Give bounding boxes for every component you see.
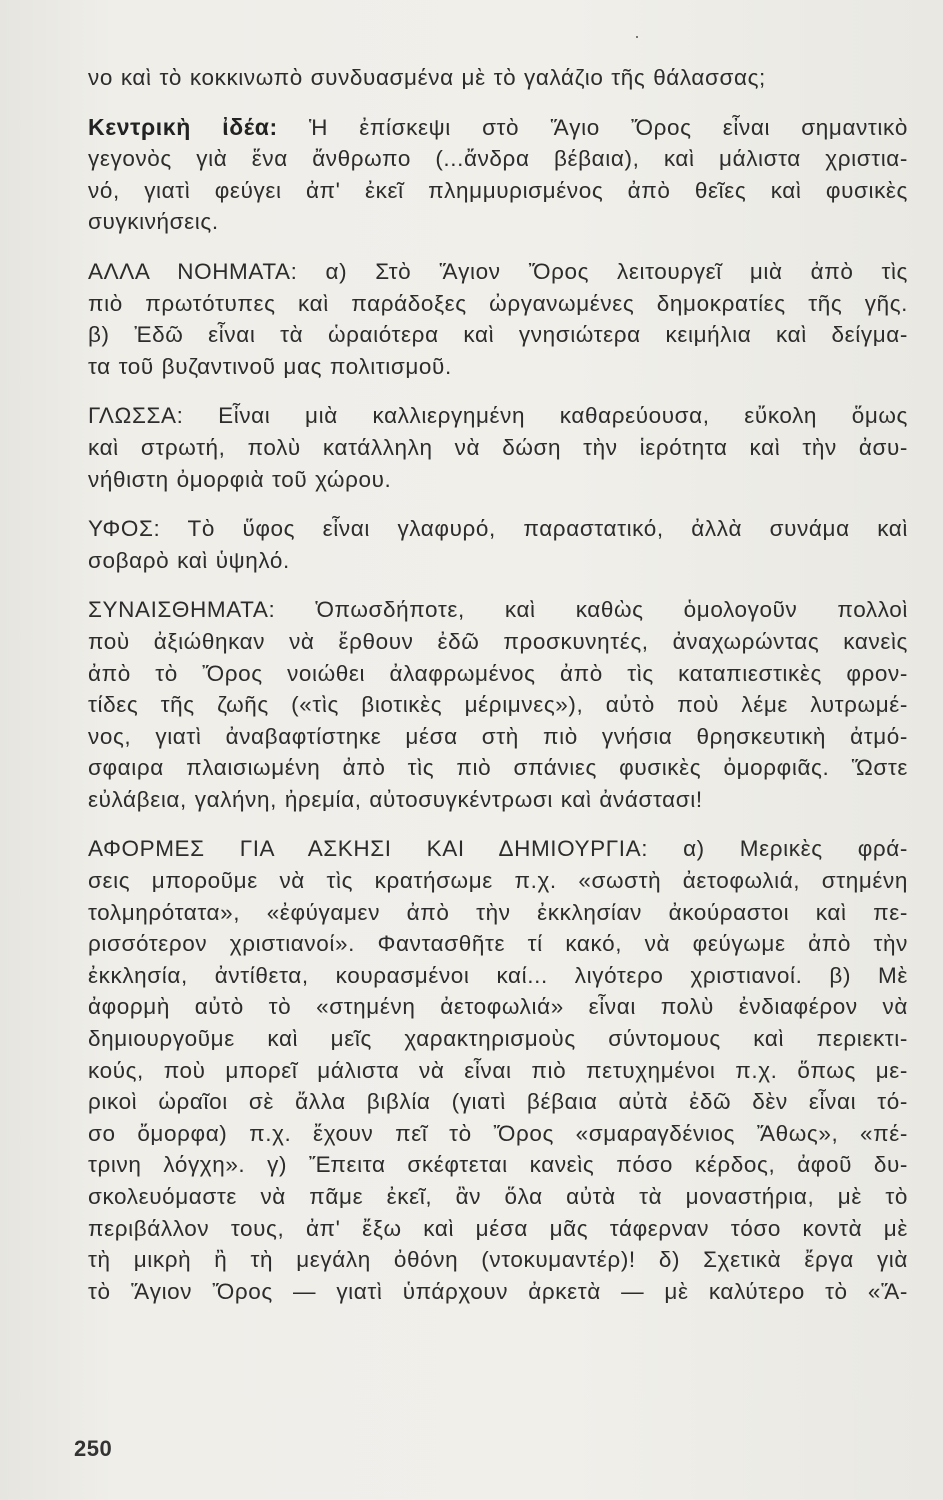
- text-line: σεις μποροῦμε νὰ τὶς κρατήσωμε π.χ. «σωστὴ ἀετοφωλιά, στημένη: [88, 868, 908, 894]
- text-line: πιὸ πρωτότυπες καὶ παράδοξες ὠργανωμένες δημοκρατίες τῆς γῆς.: [88, 290, 908, 316]
- text-line: ἀφορμὴ αὐτὸ τὸ «στημένη ἀετοφωλιά» εἶναι πολὺ ἐνδιαφέρον νὰ: [88, 994, 908, 1020]
- text-line: κούς, ποὺ μπορεῖ μάλιστα νὰ εἶναι πιὸ πετυχημένοι π.χ. ὅπως με-: [88, 1057, 908, 1083]
- text-line: περιβάλλον τους, ἀπ' ἔξω καὶ μέσα μᾶς τάφερναν τόσο κοντὰ μὲ: [88, 1215, 908, 1241]
- text-line: ποὺ ἀξιώθηκαν νὰ ἔρθουν ἐδῶ προσκυνητές, ἀναχωρώντας κανεὶς: [88, 628, 908, 654]
- paragraph: [88, 62, 908, 94]
- body-text: [88, 62, 908, 1307]
- print-speck: [636, 36, 638, 38]
- text-line: τὸ Ἅγιον Ὄρος — γιατὶ ὑπάρχουν ἀρκετὰ — μὲ καλύτερο τὸ «Ἅ-: [88, 1278, 908, 1304]
- text-line: γεγονὸς γιὰ ἕνα ἄνθρωπο (...ἄνδρα βέβαια), καὶ μάλιστα χριστια-: [88, 146, 908, 172]
- text-line: νήθιστη ὀμορφιὰ τοῦ χώρου.: [88, 466, 392, 492]
- text-line: ΥΦΟΣ: Τὸ ὕφος εἶναι γλαφυρό, παραστατικό, ἀλλὰ συνάμα καὶ: [88, 516, 908, 542]
- text-line: ΓΛΩΣΣΑ: Εἶναι μιὰ καλλιεργημένη καθαρεύουσα, εὔκολη ὅμως: [88, 403, 908, 429]
- text-line: νος, γιατὶ ἀναβαφτίστηκε μέσα στὴ πιὸ γνήσια θρησκευτικὴ ἀτμό-: [88, 723, 908, 749]
- paragraph-style: [88, 513, 908, 576]
- text-line: ΑΦΟΡΜΕΣ ΓΙΑ ΑΣΚΗΣΙ ΚΑΙ ΔΗΜΙΟΥΡΓΙΑ: α) Μερικὲς φρά-: [88, 836, 908, 862]
- text-line: νο καὶ τὸ κοκκινωπὸ συνδυασμένα μὲ τὸ γαλάζιο τῆς θάλασσας;: [88, 65, 766, 90]
- text-line: δημιουργοῦμε καὶ μεῖς χαρακτηρισμοὺς σύντομους καὶ περιεκτι-: [88, 1026, 908, 1052]
- text-line: ἐκκλησία, ἀντίθετα, κουρασμένοι καί... λιγότερο χριστιανοί. β) Μὲ: [88, 962, 908, 988]
- text-line: β) Ἐδῶ εἶναι τὰ ὡραιότερα καὶ γνησιώτερα κειμήλια καὶ δείγμα-: [88, 322, 908, 348]
- paragraph-other-ideas: [88, 256, 908, 382]
- text-line: τα τοῦ βυζαντινοῦ μας πολιτισμοῦ.: [88, 353, 452, 379]
- paragraph-feelings: [88, 594, 908, 815]
- text-line: τολμηρότατα», «ἐφύγαμεν ἀπὸ τὴν ἐκκλησίαν ἀκούραστοι καὶ πε-: [88, 899, 908, 925]
- text-line: εὐλάβεια, γαλήνη, ἠρεμία, αὐτοσυγκέντρωσι καὶ ἀνάστασι!: [88, 786, 703, 812]
- paragraph-language: [88, 400, 908, 495]
- text-line: ΑΛΛΑ ΝΟΗΜΑΤΑ: α) Στὸ Ἅγιον Ὄρος λειτουργεῖ μιὰ ἀπὸ τὶς: [88, 258, 908, 284]
- text-line: τίδες τῆς ζωῆς («τὶς βιοτικὲς μέριμνες»), αὐτὸ ποὺ λέμε λυτρωμέ-: [88, 692, 908, 718]
- text-line: τρινη λόγχη». γ) Ἔπειτα σκέφτεται κανεὶς πόσο κέρδος, ἀφοῦ δυ-: [88, 1152, 908, 1178]
- text-line: τὴ μικρὴ ἢ τὴ μεγάλη ὀθόνη (ντοκυμαντέρ)! δ) Σχετικὰ ἔργα γιὰ: [88, 1247, 908, 1273]
- paragraph-central-idea: [88, 112, 908, 238]
- section-heading: Κεντρικὴ ἰδέα:: [88, 113, 278, 140]
- text-line: σοβαρὸ καὶ ὑψηλό.: [88, 547, 290, 573]
- text-line: ἀπὸ τὸ Ὄρος νοιώθει ἀλαφρωμένος ἀπὸ τὶς καταπιεστικὲς φρον-: [88, 660, 908, 686]
- text-line: συγκινήσεις.: [88, 209, 219, 235]
- text-line: σκολευόμαστε νὰ πᾶμε ἐκεῖ, ἂν ὅλα αὐτὰ τὰ μοναστήρια, μὲ τὸ: [88, 1184, 908, 1209]
- text-line: καὶ στρωτή, πολὺ κατάλληλη νὰ δώση τὴν ἱερότητα καὶ τὴν ἀσυ-: [88, 434, 908, 460]
- page-number: 250: [74, 1436, 113, 1461]
- text-line: ρικοὶ ὡραῖοι σὲ ἄλλα βιβλία (γιατὶ βέβαια αὐτὰ ἐδῶ δὲν εἶναι τό-: [88, 1089, 908, 1115]
- text-line: νό, γιατὶ φεύγει ἀπ' ἐκεῖ πλημμυρισμένος ἀπὸ θεῖες καὶ φυσικὲς: [88, 177, 908, 203]
- text-line: σο ὄμορφα) π.χ. ἔχουν πεῖ τὸ Ὄρος «σμαραγδένιος Ἄθως», «πέ-: [88, 1120, 908, 1146]
- text-line: Κεντρικὴ ἰδέα: Ἡ ἐπίσκεψι στὸ Ἅγιο Ὄρος εἶναι σημαντικὸ: [88, 113, 908, 140]
- text-line: σφαιρα πλαισιωμένη ἀπὸ τὶς πιὸ σπάνιες φυσικὲς ὀμορφιᾶς. Ὥστε: [88, 755, 908, 781]
- text-line: ΣΥΝΑΙΣΘΗΜΑΤΑ: Ὁπωσδήποτε, καὶ καθὼς ὁμολογοῦν πολλοὶ: [88, 597, 908, 623]
- text-line: ρισσότερον χριστιανοί». Φαντασθῆτε τί κακό, νὰ φεύγωμε ἀπὸ τὴν: [88, 931, 908, 957]
- paragraph-exercises: [88, 833, 908, 1307]
